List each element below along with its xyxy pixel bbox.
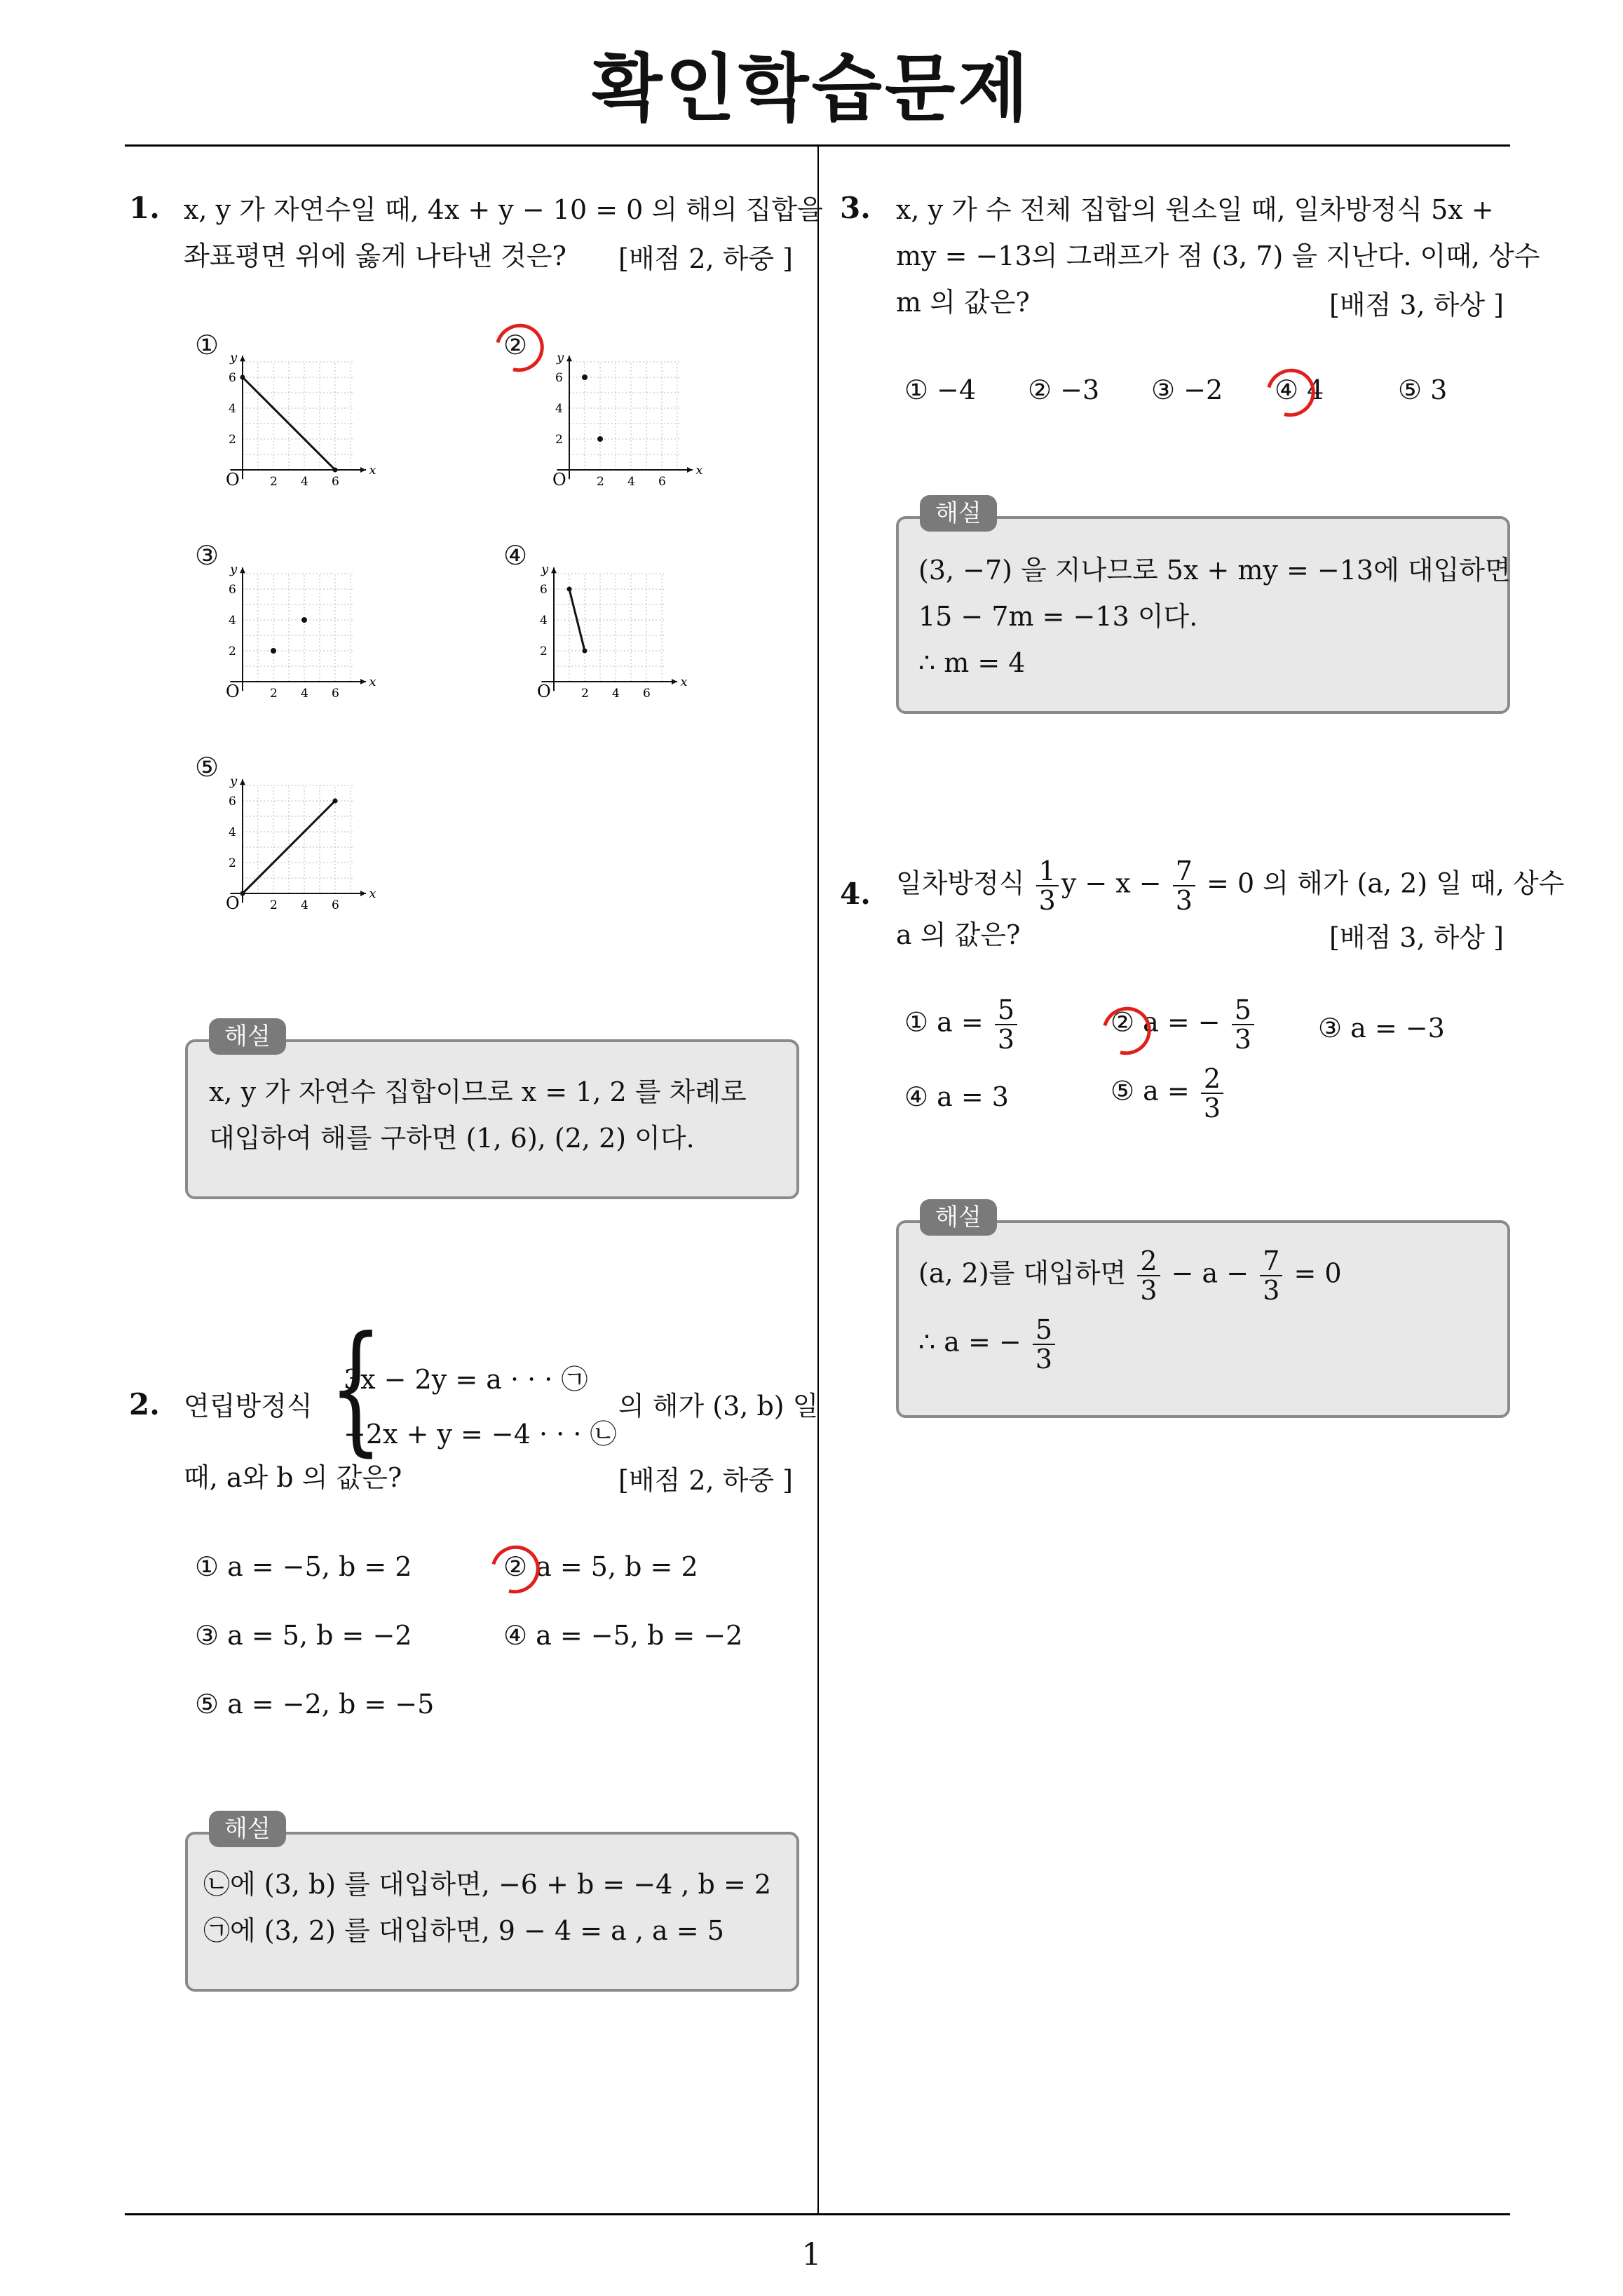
q1-option-label-1[interactable]: ① [195,330,219,360]
x-axis-arrow [687,467,693,473]
q3-text-line2: my = −13의 그래프가 점 (3, 7) 을 지난다. 이때, 상수 [896,241,1540,271]
q1-text-line2: 좌표평면 위에 옳게 나타낸 것은? [184,241,566,271]
q4-option-2-den: 3 [1234,1024,1251,1055]
q3-text-line3: m 의 값은? [896,287,1030,318]
q4-option-5[interactable] [1111,1065,1226,1122]
q1-graph-4[interactable] [533,562,708,720]
graph-line [243,801,335,893]
q2-eq1: 3x − 2y = a · · · ㉠ [344,1364,588,1395]
y-tick-label: 4 [555,402,563,416]
q4-sol1-suffix: = 0 [1293,1257,1342,1289]
q3-solution-tag: 해설 [920,495,997,532]
q2-line2: 때, a와 b 의 값은? [184,1462,402,1493]
q2-option-3[interactable]: ③ a = 5, b = −2 [195,1620,412,1651]
q4-frac1 [1036,857,1059,914]
graph-point [271,648,276,654]
q4-option-2-label: ② a = − [1111,1006,1221,1038]
q4-option-1[interactable] [904,996,1020,1053]
q3-number: 3. [840,191,871,225]
x-tick-label: 6 [332,898,339,912]
y-tick-label: 2 [540,644,548,659]
q4-frac2-num: 7 [1173,857,1195,886]
page-title: 확인학습문제 [592,46,1031,131]
q1-option-label-5[interactable]: ⑤ [195,752,219,783]
y-tick-label: 6 [555,371,563,385]
q1-option-label-2[interactable]: ② [503,330,528,360]
q4-option-1-den: 3 [997,1024,1015,1055]
x-axis-arrow [672,679,677,684]
q3-option-2[interactable]: ② −3 [1028,374,1100,405]
x-tick-label: 4 [301,898,308,912]
q4-option-4[interactable]: ④ a = 3 [904,1081,1009,1112]
q4-option-2-num: 5 [1232,996,1254,1025]
x-tick-label: 4 [627,475,635,489]
q4-option-5-label: ⑤ a = [1111,1075,1190,1107]
graph-point [240,891,245,896]
q3-solution-line3: ∴ m = 4 [918,647,1026,678]
q1-graph-1[interactable] [222,351,397,508]
q2-number: 2. [129,1387,160,1422]
x-tick-label: 6 [643,687,651,701]
graph-point [582,374,588,380]
q1-solution-line2: 대입하여 해를 구하면 (1, 6), (2, 2) 이다. [209,1123,695,1154]
q4-sol1-prefix: (a, 2)를 대입하면 [918,1257,1127,1289]
q4-mid: y − x − [1061,867,1162,899]
q2-option-2[interactable]: ② a = 5, b = 2 [503,1551,698,1582]
q4-sol1-frac1-den: 3 [1140,1275,1157,1306]
q4-solution-line2 [918,1316,1058,1373]
x-tick-label: 4 [612,687,620,701]
origin-label: O [226,893,240,913]
q4-text-line1 [896,857,1564,914]
graph-point [301,617,307,623]
q4-score: [배점 3, 하상 ] [1329,922,1504,953]
origin-label: O [552,470,566,489]
q2-option-1[interactable]: ① a = −5, b = 2 [195,1551,412,1582]
x-axis-label: x [680,675,688,689]
q4-frac1-num: 1 [1036,857,1059,886]
y-axis-arrow [551,567,557,573]
graph-point [333,799,338,804]
y-tick-label: 4 [229,825,236,839]
q2-prefix: 연립방정식 [184,1391,313,1422]
q3-selected-mark [1258,360,1324,426]
q4-sol2-prefix: ∴ a = − [918,1326,1021,1358]
q1-selected-mark [487,315,553,381]
x-tick-label: 6 [332,687,339,701]
q1-score: [배점 2, 하중 ] [618,243,793,274]
q3-solution-line1: (3, −7) 을 지나므로 5x + my = −13에 대입하면 [918,555,1511,586]
bottom-rule [125,2213,1510,2215]
q4-option-5-den: 3 [1203,1093,1221,1123]
page-number: 1 [801,2237,822,2273]
q1-graph-2[interactable] [548,351,724,508]
q4-option-3[interactable]: ③ a = −3 [1318,1013,1445,1044]
y-axis-arrow [240,567,245,573]
origin-label: O [226,682,240,701]
q2-option-5[interactable]: ⑤ a = −2, b = −5 [195,1689,435,1720]
coordinate-plane [222,351,397,505]
q4-frac1-den: 3 [1038,885,1056,916]
q2-solution-tag: 해설 [209,1811,286,1847]
y-axis-arrow [566,356,572,361]
q4-sol1-frac1 [1137,1247,1160,1304]
q1-option-label-4[interactable]: ④ [503,540,528,571]
q3-option-4[interactable]: ④ 4 [1275,374,1324,405]
x-tick-label: 2 [270,475,278,489]
y-tick-label: 6 [229,795,236,809]
q1-graph-5[interactable] [222,774,397,931]
x-tick-label: 4 [301,475,308,489]
q2-score: [배점 2, 하중 ] [618,1465,793,1496]
y-axis-label: y [541,562,549,577]
q1-number: 1. [129,191,160,225]
x-axis-label: x [369,463,376,478]
column-divider [817,146,819,2215]
x-tick-label: 6 [332,475,339,489]
graph-point [567,587,572,592]
q3-option-1[interactable]: ① −4 [904,374,977,405]
q4-text-line2: a 의 값은? [896,919,1021,950]
x-axis-arrow [360,467,366,473]
graph-point [240,375,245,380]
q3-option-5[interactable]: ⑤ 3 [1398,374,1448,405]
x-tick-label: 4 [301,687,308,701]
coordinate-plane [548,351,724,505]
q1-solution-line1: x, y 가 자연수 집합이므로 x = 1, 2 를 차례로 [209,1076,747,1107]
q4-sol1-mid: − a − [1171,1257,1249,1289]
y-axis-arrow [240,356,245,361]
x-axis-label: x [695,463,703,478]
x-axis-arrow [360,891,366,896]
q2-solution-line2: ㉠에 (3, 2) 를 대입하면, 9 − 4 = a , a = 5 [203,1915,724,1946]
y-tick-label: 2 [229,433,236,447]
x-axis-label: x [369,886,376,901]
graph-point [597,436,603,442]
y-tick-label: 4 [229,614,236,628]
x-tick-label: 2 [597,475,604,489]
y-axis-arrow [240,779,245,785]
q4-sol1-frac2-den: 3 [1263,1275,1280,1306]
q4-suffix: = 0 의 해가 (a, 2) 일 때, 상수 [1207,867,1565,899]
q4-option-2-frac [1232,996,1254,1053]
coordinate-plane [222,774,397,928]
q2-option-4[interactable]: ④ a = −5, b = −2 [503,1620,743,1651]
q4-option-1-frac [995,996,1017,1053]
q4-option-1-num: 5 [995,996,1017,1025]
graph-line [243,377,335,470]
coordinate-plane [533,562,708,717]
x-tick-label: 6 [658,475,666,489]
x-axis-label: x [369,675,376,689]
q4-option-1-label: ① a = [904,1006,984,1038]
q1-solution-tag: 해설 [209,1018,286,1055]
y-axis-label: y [230,562,238,577]
y-tick-label: 6 [229,371,236,385]
graph-point [583,649,588,654]
q2-selected-mark [482,1537,549,1602]
q1-option-label-3[interactable]: ③ [195,540,219,571]
q2-solution-line1: ㉡에 (3, b) 를 대입하면, −6 + b = −4 , b = 2 [203,1869,772,1900]
q4-sol1-frac1-num: 2 [1137,1247,1160,1276]
q4-frac2 [1173,857,1195,914]
q1-graph-3[interactable] [222,562,397,720]
y-tick-label: 6 [540,583,548,597]
q3-solution-line2: 15 − 7m = −13 이다. [918,601,1198,632]
q2-eq2: −2x + y = −4 · · · ㉡ [344,1419,617,1450]
y-tick-label: 2 [229,856,236,870]
q1-text-line1: x, y 가 자연수일 때, 4x + y − 10 = 0 의 해의 집합을 [184,194,823,225]
q4-sol1-frac2-num: 7 [1260,1247,1282,1276]
q4-number: 4. [840,877,871,911]
q4-sol2-num: 5 [1033,1316,1055,1345]
y-axis-label: y [230,351,238,365]
y-axis-label: y [230,774,238,789]
x-tick-label: 2 [270,898,278,912]
q4-frac2-den: 3 [1175,885,1193,916]
q4-solution-tag: 해설 [920,1199,997,1236]
coordinate-plane [222,562,397,717]
y-tick-label: 2 [229,644,236,659]
q4-prefix: 일차방정식 [896,867,1025,899]
q4-sol1-frac2 [1260,1247,1282,1304]
origin-label: O [537,682,551,701]
x-tick-label: 2 [270,687,278,701]
x-axis-arrow [360,679,366,684]
q4-option-5-num: 2 [1201,1065,1223,1094]
q3-text-line1: x, y 가 수 전체 집합의 원소일 때, 일차방정식 5x + [896,194,1494,225]
q2-brace: { [329,1306,383,1470]
x-tick-label: 2 [581,687,589,701]
y-tick-label: 4 [540,614,548,628]
y-axis-label: y [557,351,564,365]
q4-sol2-frac [1033,1316,1055,1373]
q4-option-5-frac [1201,1065,1223,1122]
q4-solution-line1 [918,1247,1342,1304]
origin-label: O [226,470,240,489]
y-tick-label: 2 [555,433,563,447]
q2-suffix: 의 해가 (3, b) 일 [618,1391,819,1422]
y-tick-label: 4 [229,402,236,416]
q3-score: [배점 3, 하상 ] [1329,290,1504,320]
graph-point [333,468,338,473]
q3-option-3[interactable]: ③ −2 [1151,374,1223,405]
q4-sol2-den: 3 [1035,1344,1053,1375]
y-tick-label: 6 [229,583,236,597]
